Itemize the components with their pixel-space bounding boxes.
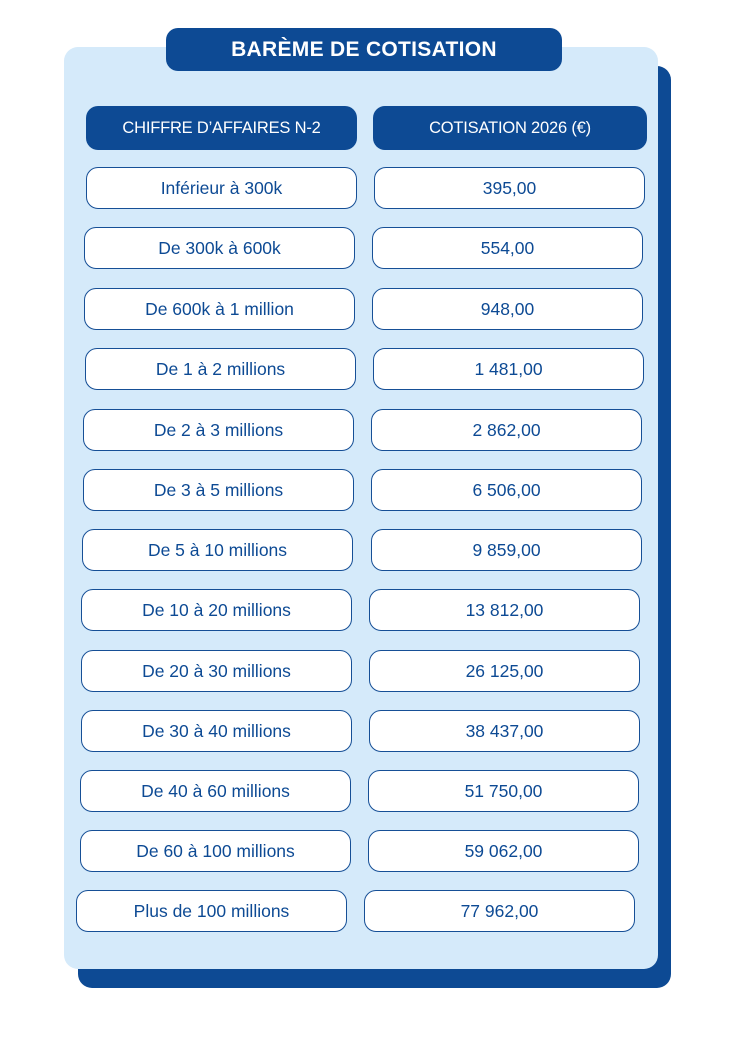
column-header-turnover: CHIFFRE D’AFFAIRES N-2 (86, 106, 357, 150)
contribution-amount-cell: 6 506,00 (371, 469, 642, 511)
contribution-amount-cell: 26 125,00 (369, 650, 640, 692)
contribution-amount-cell: 1 481,00 (373, 348, 644, 390)
turnover-range-cell: De 2 à 3 millions (83, 409, 354, 451)
turnover-range-cell: Plus de 100 millions (76, 890, 347, 932)
contribution-amount-cell: 38 437,00 (369, 710, 640, 752)
contribution-amount-cell: 51 750,00 (368, 770, 639, 812)
turnover-range-cell: De 20 à 30 millions (81, 650, 352, 692)
turnover-range-cell: De 300k à 600k (84, 227, 355, 269)
contribution-amount-cell: 9 859,00 (371, 529, 642, 571)
contribution-amount-cell: 77 962,00 (364, 890, 635, 932)
contribution-amount-cell: 2 862,00 (371, 409, 642, 451)
turnover-range-cell: De 60 à 100 millions (80, 830, 351, 872)
turnover-range-cell: De 30 à 40 millions (81, 710, 352, 752)
turnover-range-cell: De 1 à 2 millions (85, 348, 356, 390)
page-title: BARÈME DE COTISATION (166, 28, 562, 71)
turnover-range-cell: De 600k à 1 million (84, 288, 355, 330)
contribution-amount-cell: 13 812,00 (369, 589, 640, 631)
turnover-range-cell: De 10 à 20 millions (81, 589, 352, 631)
column-header-contribution: COTISATION 2026 (€) (373, 106, 647, 150)
turnover-range-cell: De 40 à 60 millions (80, 770, 351, 812)
turnover-range-cell: De 3 à 5 millions (83, 469, 354, 511)
turnover-range-cell: De 5 à 10 millions (82, 529, 353, 571)
turnover-range-cell: Inférieur à 300k (86, 167, 357, 209)
contribution-amount-cell: 554,00 (372, 227, 643, 269)
contribution-amount-cell: 948,00 (372, 288, 643, 330)
contribution-amount-cell: 59 062,00 (368, 830, 639, 872)
contribution-amount-cell: 395,00 (374, 167, 645, 209)
